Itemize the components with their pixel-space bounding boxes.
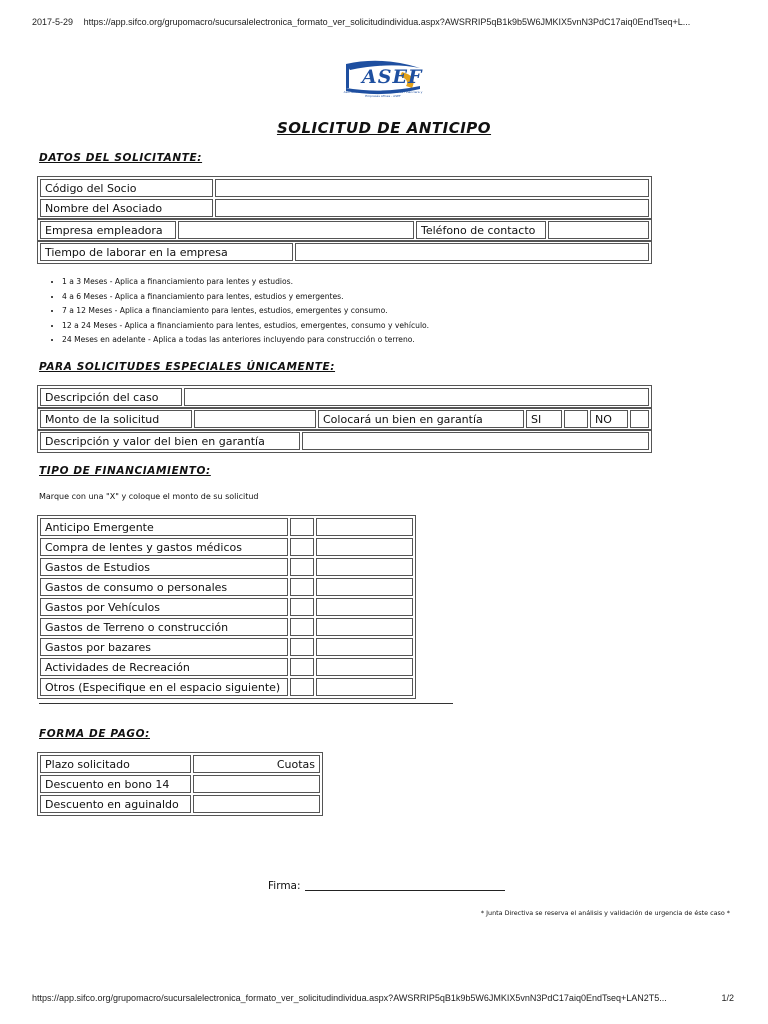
descripcion-label: Descripción del caso <box>40 388 182 406</box>
tipo-checkbox[interactable] <box>290 598 314 616</box>
bono-field[interactable] <box>193 775 320 793</box>
descripcion-table <box>37 385 652 409</box>
tipo-row <box>40 638 413 656</box>
tipo-row <box>40 598 413 616</box>
footer-url: https://app.sifco.org/grupomacro/sucursalelectronica_formato_ver_solicitudindividua.aspx?AWSRRIP5qB1k9b5W6JMKIX5vnN3PdC17aiq0EndTseq+LAN2T5... <box>32 993 667 1003</box>
datos-table <box>37 176 652 220</box>
specify-line[interactable] <box>39 703 453 704</box>
tipo-amount-field[interactable] <box>316 658 413 676</box>
section-pago: FORMA DE PAGO: <box>39 728 150 740</box>
garantia-label: Colocará un bien en garantía <box>318 410 524 428</box>
bien-table <box>37 429 652 453</box>
si-label: SI <box>526 410 562 428</box>
rule-item: • 24 Meses en adelante - Aplica a todas las anteriores incluyendo para construcción o terreno. <box>62 333 429 348</box>
tipo-row <box>40 578 413 596</box>
tipo-row <box>40 538 413 556</box>
tiempo-label: Tiempo de laborar en la empresa <box>40 243 293 261</box>
asef-logo <box>342 58 424 106</box>
print-footer <box>32 993 734 1003</box>
monto-field[interactable] <box>194 410 316 428</box>
rule-item: • 7 a 12 Meses - Aplica a financiamiento para lentes, estudios, emergentes y consumo. <box>62 304 429 319</box>
page-title: SOLICITUD DE ANTICIPO <box>276 119 492 137</box>
empresa-label: Empresa empleadora <box>40 221 176 239</box>
tipo-checkbox[interactable] <box>290 578 314 596</box>
tipo-label: Gastos de Estudios <box>40 558 288 576</box>
tipo-label: Gastos de consumo o personales <box>40 578 288 596</box>
tipo-checkbox[interactable] <box>290 518 314 536</box>
tipo-amount-field[interactable] <box>316 578 413 596</box>
rule-item: • 1 a 3 Meses - Aplica a financiamiento para lentes y estudios. <box>62 275 429 290</box>
codigo-field[interactable] <box>215 179 649 197</box>
tipo-checkbox[interactable] <box>290 638 314 656</box>
empresa-field[interactable] <box>178 221 414 239</box>
section-datos: DATOS DEL SOLICITANTE: <box>39 152 203 164</box>
tipo-label: Anticipo Emergente <box>40 518 288 536</box>
tipo-amount-field[interactable] <box>316 538 413 556</box>
bono-label: Descuento en bono 14 <box>40 775 191 793</box>
telefono-label: Teléfono de contacto <box>416 221 546 239</box>
tipo-label: Otros (Especifique en el espacio siguiente) <box>40 678 288 696</box>
tipo-instruction: Marque con una "X" y coloque el monto de su solicitud <box>39 492 259 501</box>
bien-label: Descripción y valor del bien en garantía <box>40 432 300 450</box>
pago-table <box>37 752 323 816</box>
empresa-table <box>37 218 652 242</box>
tipo-amount-field[interactable] <box>316 678 413 696</box>
nombre-label: Nombre del Asociado <box>40 199 213 217</box>
firma-label: Firma: <box>268 880 301 892</box>
tipo-row <box>40 618 413 636</box>
monto-label: Monto de la solicitud <box>40 410 192 428</box>
plazo-label: Plazo solicitado <box>40 755 191 773</box>
tipo-amount-field[interactable] <box>316 518 413 536</box>
tipo-amount-field[interactable] <box>316 638 413 656</box>
tipo-checkbox[interactable] <box>290 678 314 696</box>
cuotas-label: Cuotas <box>193 755 320 773</box>
firma-block <box>268 880 505 892</box>
nombre-field[interactable] <box>215 199 649 217</box>
logo-caption: Asociación Solidarista de Empleados de Financiera y Empresas Afines - ASEF <box>343 90 423 98</box>
tipo-label: Actividades de Recreación <box>40 658 288 676</box>
print-date: 2017-5-29 <box>32 17 74 27</box>
tipo-amount-field[interactable] <box>316 598 413 616</box>
tipo-label: Gastos por Vehículos <box>40 598 288 616</box>
tipo-checkbox[interactable] <box>290 538 314 556</box>
tipo-table <box>37 515 416 699</box>
codigo-label: Código del Socio <box>40 179 213 197</box>
monto-table <box>37 407 652 431</box>
tipo-row <box>40 678 413 696</box>
tipo-label: Gastos de Terreno o construcción <box>40 618 288 636</box>
tiempo-field[interactable] <box>295 243 649 261</box>
telefono-field[interactable] <box>548 221 649 239</box>
no-label: NO <box>590 410 628 428</box>
rule-item: • 12 a 24 Meses - Aplica a financiamiento para lentes, estudios, emergentes, consumo y vehículo. <box>62 319 429 334</box>
rule-item: • 4 a 6 Meses - Aplica a financiamiento para lentes, estudios y emergentes. <box>62 290 429 305</box>
tipo-label: Compra de lentes y gastos médicos <box>40 538 288 556</box>
page-number: 1/2 <box>721 993 734 1003</box>
tipo-row <box>40 518 413 536</box>
section-tipo: TIPO DE FINANCIAMIENTO: <box>39 465 211 477</box>
si-checkbox[interactable] <box>564 410 588 428</box>
print-url: https://app.sifco.org/grupomacro/sucursalelectronica_formato_ver_solicitudindividua.aspx?AWSRRIP5qB1k9b5W6JMKIX5vnN3PdC17aiq0EndTseq+L... <box>83 17 691 27</box>
tipo-row <box>40 658 413 676</box>
tipo-row <box>40 558 413 576</box>
bien-field[interactable] <box>302 432 649 450</box>
descripcion-field[interactable] <box>184 388 649 406</box>
logo-text: ASEF <box>362 66 423 88</box>
section-especiales: PARA SOLICITUDES ESPECIALES ÚNICAMENTE: <box>39 361 336 373</box>
tipo-checkbox[interactable] <box>290 618 314 636</box>
tipo-checkbox[interactable] <box>290 658 314 676</box>
print-header <box>32 17 738 27</box>
rules-list <box>42 275 429 348</box>
tipo-amount-field[interactable] <box>316 618 413 636</box>
junta-note: * Junta Directiva se reserva el análisis y validación de urgencia de éste caso * <box>480 909 730 917</box>
tipo-amount-field[interactable] <box>316 558 413 576</box>
tipo-checkbox[interactable] <box>290 558 314 576</box>
aguinaldo-label: Descuento en aguinaldo <box>40 795 191 813</box>
tiempo-table <box>37 240 652 264</box>
aguinaldo-field[interactable] <box>193 795 320 813</box>
tipo-label: Gastos por bazares <box>40 638 288 656</box>
no-checkbox[interactable] <box>630 410 649 428</box>
firma-line[interactable] <box>305 890 505 891</box>
